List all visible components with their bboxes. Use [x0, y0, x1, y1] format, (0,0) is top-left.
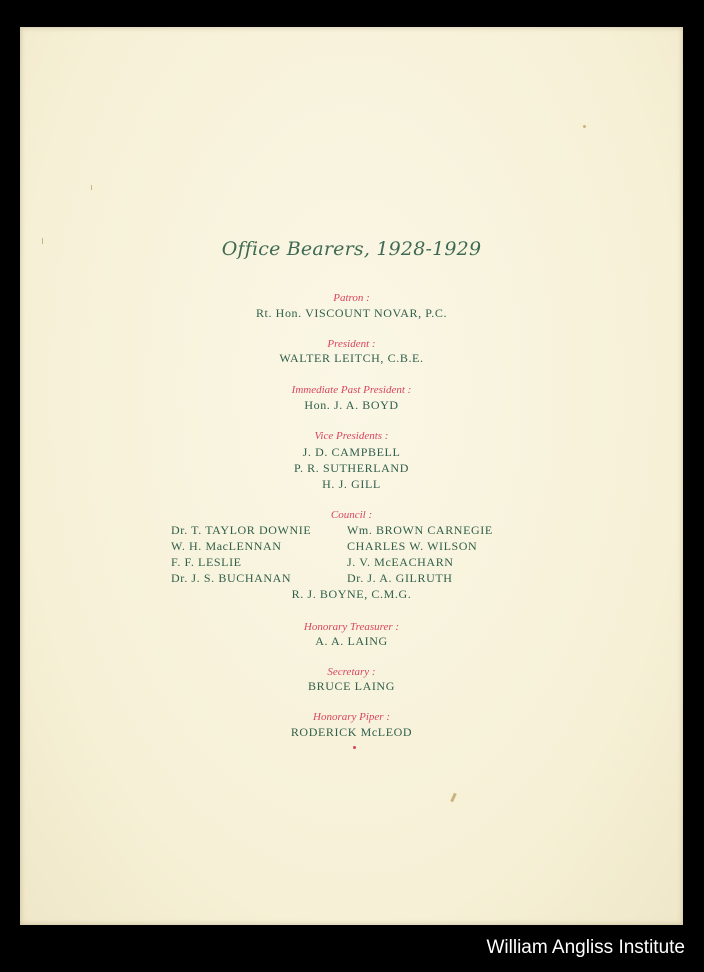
patron-name: Rt. Hon. VISCOUNT NOVAR, P.C.: [255, 306, 448, 320]
vice-president-name: J. D. CAMPBELL: [302, 445, 401, 459]
council-member: W. H. MacLENNAN: [171, 539, 282, 553]
council-member: Dr. J. S. BUCHANAN: [171, 571, 292, 585]
paper-speck: [450, 793, 457, 802]
past-president-name: Hon. J. A. BOYD: [304, 398, 399, 412]
council-member-last: R. J. BOYNE, C.M.G.: [291, 587, 412, 601]
council-member: F. F. LESLIE: [171, 555, 242, 569]
treasurer-label: Honorary Treasurer :: [303, 621, 400, 633]
president-name: WALTER LEITCH, C.B.E.: [279, 351, 424, 365]
paper-speck: [91, 185, 92, 190]
paper-speck: [583, 125, 586, 128]
president-label: President :: [327, 338, 376, 350]
patron-label: Patron :: [333, 292, 370, 304]
vice-president-name: P. R. SUTHERLAND: [294, 461, 409, 475]
paper-speck: [42, 238, 43, 244]
council-member: CHARLES W. WILSON: [347, 539, 478, 553]
council-label: Council :: [330, 509, 373, 521]
vice-presidents-label: Vice Presidents :: [314, 430, 389, 442]
treasurer-name: A. A. LAING: [315, 634, 388, 648]
secretary-label: Secretary :: [327, 666, 376, 678]
council-member: J. V. McEACHARN: [347, 555, 454, 569]
vice-president-name: H. J. GILL: [322, 477, 381, 491]
council-member: Dr. T. TAYLOR DOWNIE: [171, 523, 312, 537]
secretary-name: BRUCE LAING: [308, 679, 395, 693]
ornament-dot: [353, 746, 356, 749]
council-member: Dr. J. A. GILRUTH: [347, 571, 453, 585]
institution-credit: William Angliss Institute: [486, 937, 685, 958]
piper-label: Honorary Piper :: [313, 711, 390, 723]
document-page: [20, 27, 683, 925]
council-member: Wm. BROWN CARNEGIE: [347, 523, 493, 537]
past-president-label: Immediate Past President :: [291, 384, 412, 396]
piper-name: RODERICK McLEOD: [290, 725, 413, 739]
page-title: Office Bearers, 1928-1929: [221, 238, 482, 260]
